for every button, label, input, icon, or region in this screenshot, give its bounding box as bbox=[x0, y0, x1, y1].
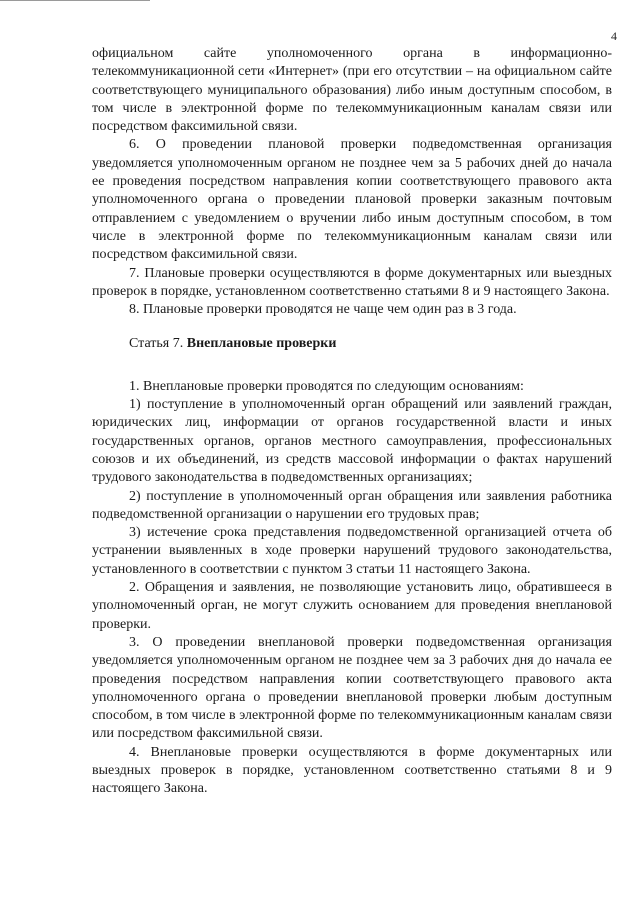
paragraph-7: 7. Плановые проверки осуществляются в форме документарных или выездных проверок в порядке, установленном соответственно статьями 8 и 9 настоящего Закона. bbox=[92, 265, 612, 299]
paragraph-continuation: официальном сайте уполномоченного органа в информационно-телекоммуникационной сети «Интернет» (при его отсутствии – на официальном сайте соответствующего муниципального образования) либо иным доступным способом, в том числе в электронной форме по телекоммуникационным каналам связи или посредством факсимильной связи. bbox=[92, 46, 612, 135]
article-heading bbox=[92, 335, 612, 353]
paragraph-8: 8. Плановые проверки проводятся не чаще чем один раз в 3 года. bbox=[129, 302, 517, 318]
subitem-1: 1) поступление в уполномоченный орган обращений или заявлений граждан, юридических лиц, информации от органов государственной власти и иных государственных органов, органов местного самоуправления, профессиональных союзов и их объединений, из средств массовой информации о фактах нарушений трудового законодательства в подведомственных организациях; bbox=[92, 397, 612, 486]
paragraph-4: 4. Внеплановые проверки осуществляются в форме документарных или выездных проверок в порядке, установленном соответственно статьями 8 и 9 настоящего Закона. bbox=[92, 744, 612, 797]
article-prefix: Статья 7. bbox=[129, 336, 184, 352]
page-number: 4 bbox=[611, 29, 617, 43]
paragraph-2: 2. Обращения и заявления, не позволяющие установить лицо, обратившееся в уполномоченный орган, не могут служить основанием для проведения внеплановой проверки. bbox=[92, 580, 612, 632]
document-body bbox=[92, 45, 612, 799]
subitem-2: 2) поступление в уполномоченный орган обращения или заявления работника подведомственной организации о нарушении его трудовых прав; bbox=[92, 488, 612, 522]
paragraph-6: 6. О проведении плановой проверки подведомственная организация уведомляется уполномоченным органом не позднее чем за 5 рабочих дней до начала ее проведения посредством направления копии соответствующего правового акта уполномоченного органа о проведении плановой проверки заказным почтовым отправлением с уведомлением о вручении либо иным доступным способом, в том числе в электронной форме по телекоммуникационным каналам связи или посредством факсимильной связи. bbox=[92, 137, 612, 263]
article-title: Внеплановые проверки bbox=[186, 336, 337, 352]
subitem-3: 3) истечение срока представления подведомственной организацией отчета об устранении выявленных в ходе проверки нарушений трудового законодательства, установленного в соответствии с пунктом 3 статьи 11 настоящего Закона. bbox=[92, 525, 612, 577]
paragraph-1: 1. Внеплановые проверки проводятся по следующим основаниям: bbox=[129, 378, 524, 394]
scan-edge-line bbox=[0, 0, 150, 1]
paragraph-3: 3. О проведении внеплановой проверки подведомственная организация уведомляется уполномоченным органом не позднее чем за 3 рабочих дня до начала ее проведения посредством направления копии соответствующего правового акта уполномоченного органа о проведении внеплановой проверки любым доступным способом, в том числе в электронной форме по телекоммуникационным каналам связи или посредством факсимильной связи. bbox=[92, 634, 612, 742]
